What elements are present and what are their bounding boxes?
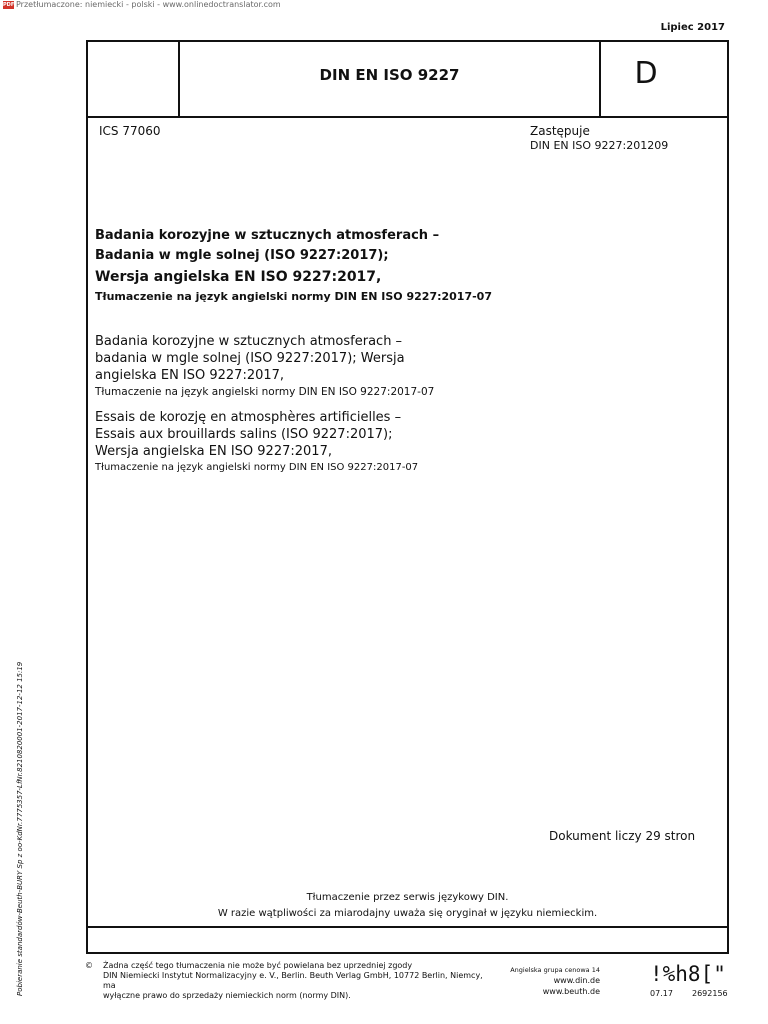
translator-banner-text: Przetłumaczone: niemiecki - polski - www.onlinedoctranslator.com bbox=[16, 0, 281, 9]
standard-number: DIN EN ISO 9227 bbox=[319, 66, 460, 84]
page-count: Dokument liczy 29 stron bbox=[549, 829, 696, 843]
ics-code: ICS 77060 bbox=[99, 124, 161, 138]
replaces-value: DIN EN ISO 9227:201209 bbox=[530, 139, 669, 152]
footer-divider bbox=[86, 926, 729, 928]
copyright-line: wyłączne prawo do sprzedaży niemieckich norm (normy DIN). bbox=[103, 991, 351, 1000]
side-download-note: Pobieranie standardów-Beuth-BURY Sp z oo-KdNr.7775357-LfNr.8210820001-2017-12-12 15:19 bbox=[16, 661, 24, 996]
language-letter: D bbox=[634, 56, 658, 91]
french-title bbox=[95, 409, 655, 476]
english-title-line: angielska EN ISO 9227:2017, bbox=[95, 368, 285, 383]
polish-title-line: Badania w mgle solnej (ISO 9227:2017); bbox=[95, 248, 389, 263]
code-number: 2692156 bbox=[692, 989, 728, 998]
polish-title-line: Badania korozyjne w sztucznych atmosferach – bbox=[95, 228, 440, 243]
french-title-line: Tłumaczenie na język angielski normy DIN EN ISO 9227:2017-07 bbox=[95, 462, 419, 473]
translation-note: Tłumaczenie przez serwis językowy DIN. bbox=[306, 892, 509, 903]
french-title-line: Essais aux brouillards salins (ISO 9227:2017); bbox=[95, 427, 393, 442]
din-link[interactable]: www.din.de bbox=[553, 976, 600, 985]
issue-date: Lipiec 2017 bbox=[660, 22, 725, 33]
copyright-line: Żadna część tego tłumaczenia nie może być powielana bez uprzedniej zgody bbox=[103, 961, 413, 970]
english-title bbox=[95, 333, 655, 400]
polish-title bbox=[95, 226, 655, 306]
french-title-line: Essais de korozję en atmosphères artificielles – bbox=[95, 410, 402, 425]
document-frame bbox=[86, 40, 729, 954]
polish-title-line: Tłumaczenie na język angielski normy DIN EN ISO 9227:2017-07 bbox=[95, 290, 492, 303]
authority-note: W razie wątpliwości za miarodajny uważa się oryginał w języku niemieckim. bbox=[217, 908, 598, 919]
french-title-line: Wersja angielska EN ISO 9227:2017, bbox=[95, 444, 332, 459]
translator-banner[interactable] bbox=[3, 0, 281, 9]
copyright-symbol: © bbox=[85, 961, 93, 970]
english-title-line: Tłumaczenie na język angielski normy DIN EN ISO 9227:2017-07 bbox=[95, 386, 435, 398]
replaces-label: Zastępuje bbox=[530, 124, 590, 138]
copyright-line: DIN Niemiecki Instytut Normalizacyjny e. V., Berlin. Beuth Verlag GmbH, 10772 Berlin, Niemcy, ma bbox=[103, 971, 483, 990]
beuth-link[interactable]: www.beuth.de bbox=[542, 987, 600, 996]
english-title-line: Badania korozyjne w sztucznych atmosferach – bbox=[95, 334, 403, 349]
price-group: Angielska grupa cenowa 14 bbox=[510, 966, 600, 974]
copyright-notice bbox=[103, 961, 483, 1001]
code-date: 07.17 bbox=[650, 989, 673, 998]
english-title-line: badania w mgle solnej (ISO 9227:2017); Wersja bbox=[95, 351, 405, 366]
document-translate-icon: PDF bbox=[3, 1, 15, 8]
barcode: !%h8[" bbox=[650, 962, 726, 986]
polish-title-line: Wersja angielska EN ISO 9227:2017, bbox=[95, 269, 382, 285]
